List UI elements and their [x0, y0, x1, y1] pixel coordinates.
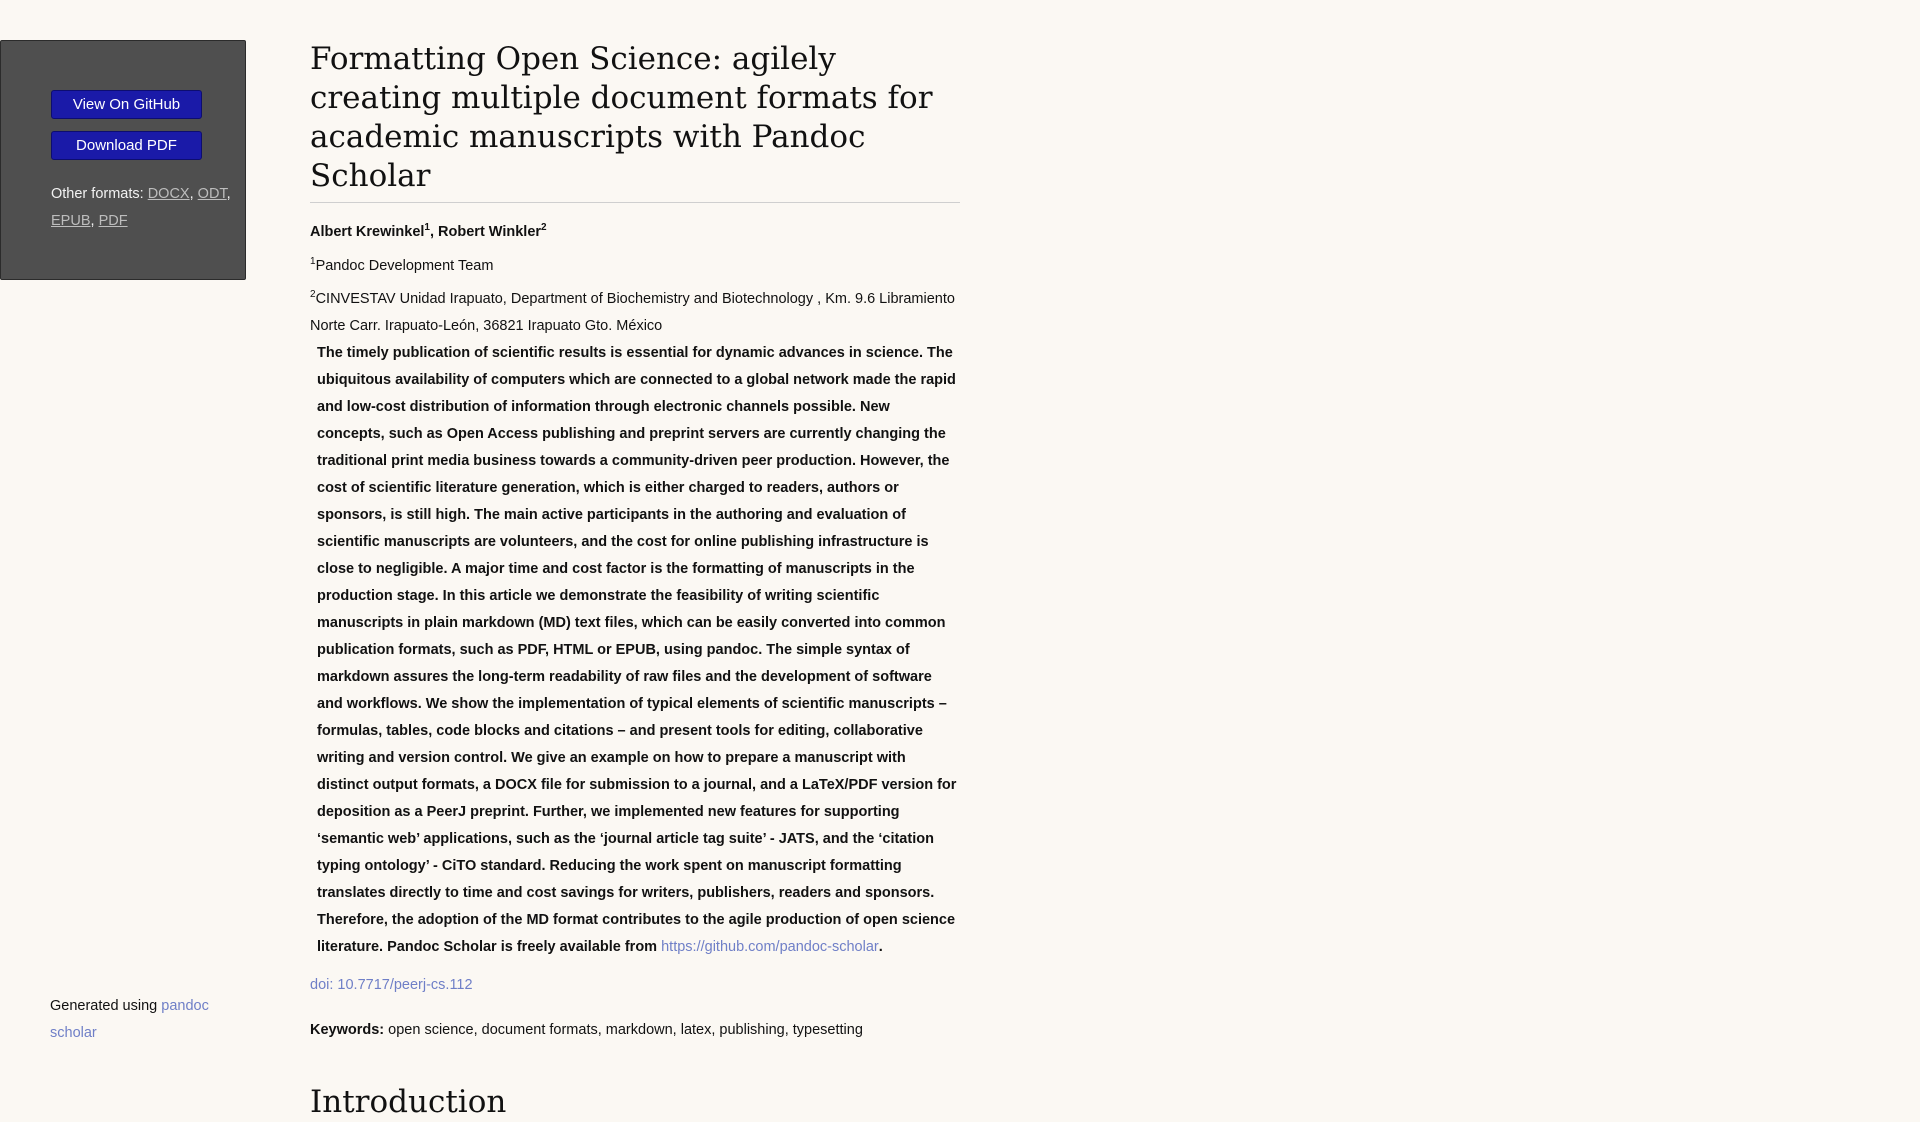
other-formats-label: Other formats:: [51, 186, 144, 202]
article-title: Formatting Open Science: agilely creating multiple document formats for academic manuscripts with Pandoc Scholar: [310, 40, 960, 203]
affiliation-mark: 1: [310, 256, 316, 268]
author-name: Albert Krewinkel: [310, 224, 425, 240]
author-affiliation-mark: 2: [541, 222, 547, 234]
keywords-label: Keywords:: [310, 1022, 385, 1038]
author-list: Albert Krewinkel$^1$, Robert Winkler$^2$: [310, 222, 547, 240]
format-link-odt[interactable]: ODT: [197, 186, 227, 202]
affiliation-mark: 2: [310, 289, 316, 301]
generated-using: [50, 993, 240, 1047]
affiliation: [310, 286, 960, 340]
format-link-epub[interactable]: EPUB: [51, 213, 91, 229]
abstract-text: The timely publication of scientific results is essential for dynamic advances in science. The ubiquitous availability of computers which are connected to a global network made the rapid and low-cost distribution of information through electronic channels possible. New concepts, such as Open Access publishing and preprint servers are currently changing the traditional print media business towards a community-driven peer production. However, the cost of scientific literature generation, which is either charged to readers, authors or sponsors, is still high. The main active participants in the authoring and evaluation of scientific manuscripts are volunteers, and the cost for online publishing infrastructure is close to negligible. A major time and cost factor is the formatting of manuscripts in the production stage. In this article we demonstrate the feasibility of writing scientific manuscripts in plain markdown (MD) text files, which can be easily converted into common publication formats, such as PDF, HTML or EPUB, using pandoc. The simple syntax of markdown assures the long-term readability of raw files and the development of software and workflows. We show the implementation of typical elements of scientific manuscripts – formulas, tables, code blocks and citations – and present tools for editing, collaborative writing and version control. We give an example on how to prepare a manuscript with distinct output formats, a DOCX file for submission to a journal, and a LaTeX/PDF version for deposition as a PeerJ preprint. Further, we implemented new features for supporting ‘semantic web’ applications, such as the ‘journal article tag suite’ - JATS, and the ‘citation typing ontology’ - CiTO standard. Reducing the work spent on manuscript formatting translates directly to time and cost savings for writers, publishers, readers and sponsors. Therefore, the adoption of the MD format contributes to the agile production of open science literature. Pandoc Scholar is freely available from: [317, 345, 957, 955]
abstract-end: .: [878, 939, 883, 955]
abstract: [317, 340, 957, 961]
author-name: Robert Winkler: [438, 224, 542, 240]
author-affiliation-mark: 1: [424, 222, 430, 234]
github-repo-link[interactable]: https://github.com/pandoc-scholar: [661, 939, 879, 955]
generated-label: Generated using: [50, 998, 158, 1014]
sidebar-panel: [0, 40, 246, 280]
affiliation-text: Pandoc Development Team: [315, 258, 494, 274]
download-pdf-button[interactable]: Download PDF: [51, 131, 202, 160]
keywords: [310, 1019, 960, 1041]
doi: [310, 974, 960, 996]
pandoc-scholar-link[interactable]: pandoc scholar: [50, 998, 209, 1041]
keywords-text: open science, document formats, markdown, latex, publishing, typesetting: [388, 1022, 863, 1038]
format-link-docx[interactable]: DOCX: [147, 186, 190, 202]
other-formats: Other formats: DOCX, ODT, EPUB, PDF: [51, 186, 231, 229]
view-on-github-button[interactable]: View On GitHub: [51, 90, 202, 119]
affiliation: [310, 253, 960, 280]
format-link-pdf[interactable]: PDF: [98, 213, 128, 229]
section-heading-introduction: Introduction: [310, 1084, 507, 1120]
doi-link[interactable]: doi: 10.7717/peerj-cs.112: [310, 977, 473, 993]
affiliation-text: CINVESTAV Unidad Irapuato, Department of Biochemistry and Biotechnology , Km. 9.6 Libramiento Norte Carr. Irapuato-León, 36821 Irapuato Gto. México: [310, 291, 955, 334]
article-main: [310, 40, 960, 1122]
